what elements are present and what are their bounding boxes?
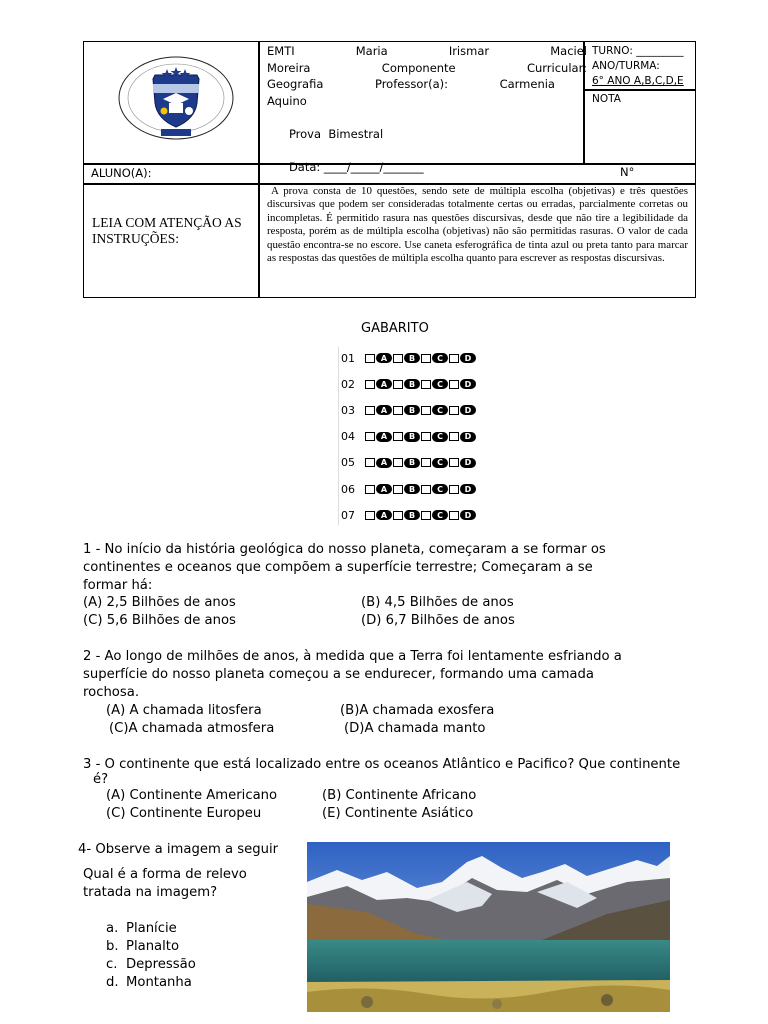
option-label: D: [460, 458, 476, 468]
option-b[interactable]: (B) Continente Africano: [322, 788, 477, 803]
aluno-field[interactable]: ALUNO(A):: [91, 166, 152, 180]
option-label: B: [404, 484, 420, 494]
checkbox-icon[interactable]: [421, 432, 431, 441]
checkbox-icon[interactable]: [449, 485, 459, 494]
option-text: Montanha: [126, 975, 192, 990]
row-number: 07: [341, 508, 355, 522]
answer-bubble[interactable]: [393, 432, 420, 442]
answer-bubble[interactable]: [449, 510, 476, 520]
option-label: B: [404, 510, 420, 520]
row-number: 05: [341, 456, 355, 470]
question-4-title: 4- Observe a imagem a seguir: [78, 842, 279, 857]
text: Carmenia: [499, 77, 555, 91]
answer-bubble[interactable]: [421, 484, 448, 494]
school-line-1: [267, 43, 587, 60]
checkbox-icon[interactable]: [393, 432, 403, 441]
checkbox-icon[interactable]: [449, 511, 459, 520]
option-label: A: [376, 379, 392, 389]
option-label: D: [460, 510, 476, 520]
answer-bubble[interactable]: [421, 379, 448, 389]
ano-turma-value: 6° ANO A,B,C,D,E: [592, 75, 684, 87]
checkbox-icon[interactable]: [365, 406, 375, 415]
option-d[interactable]: (D) 6,7 Bilhões de anos: [361, 613, 515, 628]
checkbox-icon[interactable]: [365, 354, 375, 363]
answer-bubble[interactable]: [449, 379, 476, 389]
answer-bubble[interactable]: [365, 510, 392, 520]
school-line-3: [267, 76, 555, 93]
answer-bubble[interactable]: [393, 458, 420, 468]
option-c[interactable]: (C) Continente Europeu: [106, 806, 262, 821]
prova-line: [267, 109, 587, 192]
answer-bubble[interactable]: [365, 484, 392, 494]
row-number: 04: [341, 430, 355, 444]
question-3: [83, 756, 743, 786]
checkbox-icon[interactable]: [421, 380, 431, 389]
divider: [584, 89, 695, 91]
option-label: D: [460, 379, 476, 389]
checkbox-icon[interactable]: [365, 511, 375, 520]
answer-bubble[interactable]: [393, 510, 420, 520]
answer-row: [341, 376, 477, 392]
option-label: C: [432, 379, 448, 389]
option-letter: b.: [106, 939, 119, 954]
option-c[interactable]: [106, 956, 196, 974]
answer-bubble[interactable]: [393, 353, 420, 363]
answer-bubble[interactable]: [449, 432, 476, 442]
option-label: D: [460, 432, 476, 442]
checkbox-icon[interactable]: [449, 380, 459, 389]
checkbox-icon[interactable]: [449, 432, 459, 441]
turno-block: [592, 44, 684, 89]
row-number: 01: [341, 351, 355, 365]
text: EMTI: [267, 44, 295, 58]
checkbox-icon[interactable]: [421, 485, 431, 494]
divider: [338, 347, 339, 525]
text: Maria: [355, 44, 388, 58]
answer-row: [341, 481, 477, 497]
option-label: B: [404, 353, 420, 363]
school-logo: [117, 55, 235, 141]
numero-field[interactable]: N°: [620, 165, 635, 179]
option-label: A: [376, 405, 392, 415]
text: Moreira: [267, 60, 311, 75]
answer-row: [341, 350, 477, 366]
instructions-text: A prova consta de 10 questões, sendo sete de múltipla escolha (objetivas) e três questões discursivas que podem ser consideradas totalmente certas ou erradas, parcialmente corretas ou incompletas. É permitido rasura nas questões discursivas, desde que não tire a legibilidade da resposta, porém as de múltipla escolha (objetivas) não são permitidas rasuras. O valor de cada questão encontra-se no escore. Use caneta esferográfica de tinta azul ou preta tanto para marcar as respostas das questões de múltipla escolha quanto para escrever as respostas discursivas.: [267, 185, 688, 265]
checkbox-icon[interactable]: [449, 458, 459, 467]
option-text: Depressão: [126, 957, 196, 972]
option-label: B: [404, 379, 420, 389]
option-label: B: [404, 458, 420, 468]
option-label: C: [432, 353, 448, 363]
text: Componente: [381, 60, 456, 75]
checkbox-icon[interactable]: [393, 485, 403, 494]
answer-bubble[interactable]: [365, 353, 392, 363]
option-d[interactable]: (D)A chamada manto: [344, 721, 486, 736]
checkbox-icon[interactable]: [449, 406, 459, 415]
checkbox-icon[interactable]: [393, 511, 403, 520]
option-a[interactable]: (A) A chamada litosfera: [106, 703, 262, 718]
answer-bubble[interactable]: [365, 458, 392, 468]
answer-bubble[interactable]: [393, 484, 420, 494]
option-label: C: [432, 484, 448, 494]
answer-row: [341, 455, 477, 471]
answer-bubble[interactable]: [421, 458, 448, 468]
option-c[interactable]: (C) 5,6 Bilhões de anos: [83, 613, 236, 628]
option-letter: c.: [106, 957, 118, 972]
question-text: formar há:: [83, 578, 153, 593]
checkbox-icon[interactable]: [449, 354, 459, 363]
question-text: superfície do nosso planeta começou a se endurecer, formando uma camada: [83, 667, 594, 682]
option-c[interactable]: (C)A chamada atmosfera: [109, 721, 275, 736]
text: Maciel: [550, 44, 587, 58]
option-label: C: [432, 510, 448, 520]
answer-bubble[interactable]: [421, 510, 448, 520]
checkbox-icon[interactable]: [365, 458, 375, 467]
gabarito-title: GABARITO: [361, 321, 429, 336]
answer-bubble[interactable]: [365, 432, 392, 442]
option-e[interactable]: (E) Continente Asiático: [322, 806, 474, 821]
text: Irismar: [448, 44, 490, 58]
answer-bubble[interactable]: [449, 484, 476, 494]
option-label: B: [404, 432, 420, 442]
question-text: 3 - O continente que está localizado entre os oceanos Atlântico e Pacifico? Que continente: [83, 757, 681, 772]
answer-bubble[interactable]: [449, 353, 476, 363]
option-d[interactable]: [106, 974, 196, 992]
question-text: tratada na imagem?: [83, 885, 218, 900]
option-label: A: [376, 353, 392, 363]
option-label: A: [376, 484, 392, 494]
question-text: rochosa.: [83, 685, 140, 700]
row-number: 03: [341, 403, 355, 417]
divider: [258, 42, 260, 297]
answer-bubble[interactable]: [393, 379, 420, 389]
option-a[interactable]: (A) 2,5 Bilhões de anos: [83, 595, 236, 610]
text: Curricular:: [526, 60, 587, 75]
answer-bubble[interactable]: [449, 405, 476, 415]
checkbox-icon[interactable]: [421, 354, 431, 363]
checkbox-icon[interactable]: [365, 380, 375, 389]
question-text: 2 - Ao longo de milhões de anos, à medida que a Terra foi lentamente esfriando a: [83, 649, 622, 664]
answer-bubble[interactable]: [421, 432, 448, 442]
checkbox-icon[interactable]: [393, 354, 403, 363]
checkbox-icon[interactable]: [421, 406, 431, 415]
prova-label: Prova Bimestral: [288, 126, 384, 141]
option-label: D: [460, 353, 476, 363]
option-b[interactable]: (B) 4,5 Bilhões de anos: [361, 595, 514, 610]
row-number: 02: [341, 377, 355, 391]
option-label: A: [376, 510, 392, 520]
checkbox-icon[interactable]: [393, 458, 403, 467]
checkbox-icon[interactable]: [365, 485, 375, 494]
text: Professor(a):: [374, 77, 448, 91]
option-text: Planalto: [126, 939, 180, 954]
option-b[interactable]: [106, 938, 196, 956]
option-label: C: [432, 458, 448, 468]
option-label: B: [404, 405, 420, 415]
question-text: é?: [93, 772, 109, 787]
school-info: [267, 43, 587, 192]
school-line-2: [267, 60, 587, 77]
checkbox-icon[interactable]: [421, 511, 431, 520]
option-a[interactable]: [106, 920, 196, 938]
option-letter: d.: [106, 975, 119, 990]
text: Geografia: [267, 77, 324, 91]
option-label: C: [432, 432, 448, 442]
answer-bubble[interactable]: [421, 405, 448, 415]
header-table: [83, 41, 696, 298]
question-1: [83, 541, 723, 595]
option-a[interactable]: (A) Continente Americano: [106, 788, 278, 803]
question-4: [83, 866, 247, 902]
answer-bubble[interactable]: [393, 405, 420, 415]
option-label: D: [460, 405, 476, 415]
teacher-surname: Aquino: [267, 93, 307, 108]
answer-row: [341, 507, 477, 523]
question-text: Qual é a forma de relevo: [83, 867, 247, 882]
checkbox-icon[interactable]: [393, 380, 403, 389]
question-4-options: [106, 920, 196, 992]
nota-field[interactable]: NOTA: [592, 93, 621, 105]
option-b[interactable]: (B)A chamada exosfera: [340, 703, 495, 718]
answer-bubble[interactable]: [365, 379, 392, 389]
turno-field[interactable]: TURNO: _________: [592, 45, 684, 57]
answer-row: [341, 429, 477, 445]
mountain-photo: [307, 842, 670, 1012]
date-field[interactable]: Data: ____/_____/_______: [288, 159, 424, 174]
ano-turma-label: ANO/TURMA:: [592, 60, 660, 72]
answer-row: [341, 402, 477, 418]
answer-bubble[interactable]: [365, 405, 392, 415]
option-text: Planície: [126, 921, 177, 936]
checkbox-icon[interactable]: [421, 458, 431, 467]
option-letter: a.: [106, 921, 119, 936]
option-label: A: [376, 432, 392, 442]
instructions-heading: LEIA COM ATENÇÃO AS INSTRUÇÕES:: [92, 215, 242, 246]
row-number: 06: [341, 482, 355, 496]
answer-bubble[interactable]: [421, 353, 448, 363]
question-text: continentes e oceanos que compõem a superfície terrestre; Começaram a se: [83, 560, 593, 575]
question-2: [83, 648, 723, 702]
answer-bubble[interactable]: [449, 458, 476, 468]
checkbox-icon[interactable]: [393, 406, 403, 415]
checkbox-icon[interactable]: [365, 432, 375, 441]
option-label: A: [376, 458, 392, 468]
question-text: 1 - No início da história geológica do nosso planeta, começaram a se formar os: [83, 542, 606, 557]
option-label: D: [460, 484, 476, 494]
option-label: C: [432, 405, 448, 415]
